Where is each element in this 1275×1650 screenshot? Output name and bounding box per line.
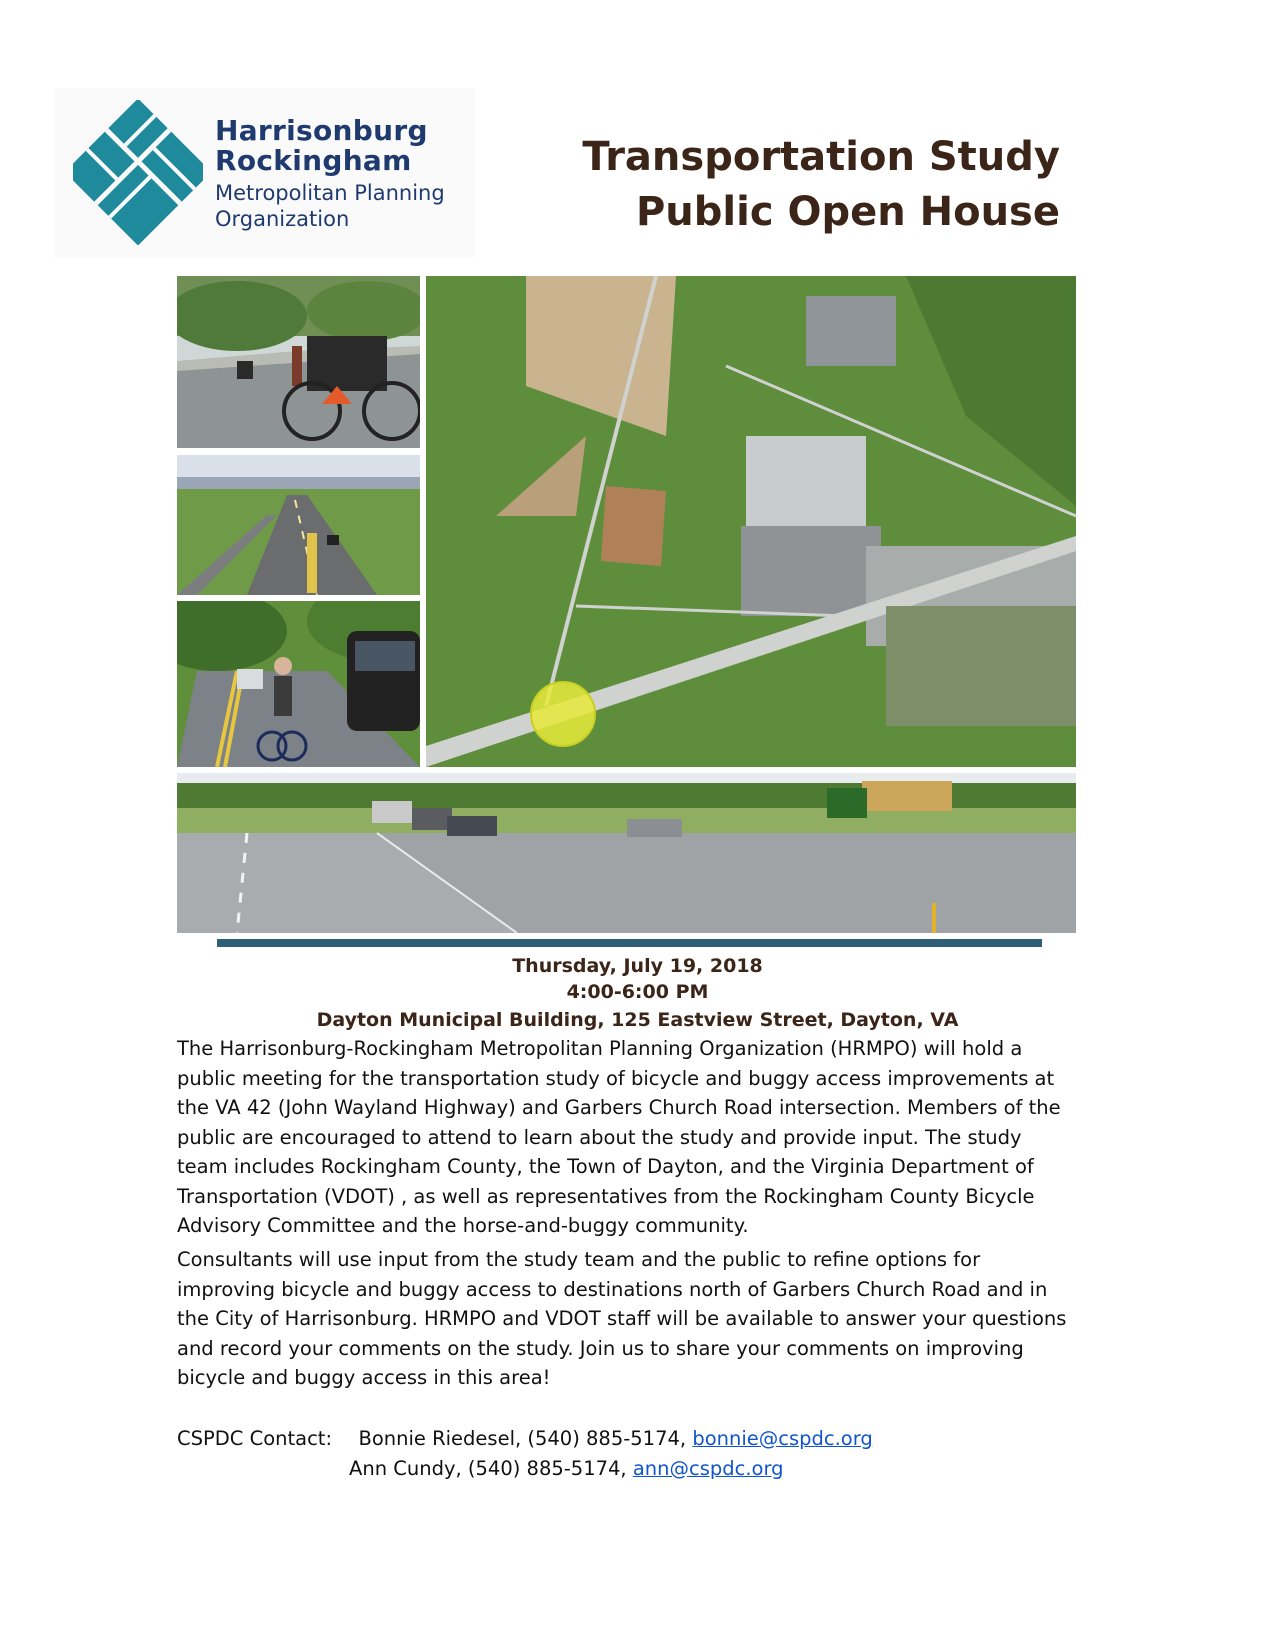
section-divider [217,939,1042,947]
contact-label: CSPDC Contact: [177,1427,333,1450]
email-link-ann[interactable]: ann@cspdc.org [632,1457,784,1480]
contact-person-2: Ann Cundy, (540) 885-5174, [349,1457,627,1480]
page-title [540,130,1060,240]
mpo-logo [55,88,475,258]
contact-person-1: Bonnie Riedesel, (540) 885-5174, [358,1427,687,1450]
contact-line-2 [349,1454,784,1484]
email-link-bonnie[interactable]: bonnie@cspdc.org [692,1427,873,1450]
logo-line-rockingham: Rockingham [215,144,412,177]
event-time: 4:00-6:00 PM [566,981,709,1003]
photo-horse-buggy [177,276,420,448]
photo-intersection [177,773,1076,933]
body-paragraph-1: The Harrisonburg-Rockingham Metropolitan Planning Organization (HRMPO) will hold a public meeting for the transportation study of bicycle and buggy access improvements at the VA 42 (John Wayland Highway) and Garbers Church Road intersection. Members of the public are encouraged to attend to learn about the study and provide input. The study team includes Rockingham County, the Town of Dayton, and the Virginia Department of Transportation (VDOT) , as well as representatives from the Rockingham County Bicycle Advisory Committee and the horse-and-buggy community. [177,1037,1061,1237]
photo-cyclist [177,601,420,767]
logo-line-harrisonburg: Harrisonburg [215,114,428,147]
title-line-2: Public Open House [635,189,1060,235]
logo-text [215,116,445,232]
aerial-map-image [426,276,1076,767]
photo-highway [177,455,420,595]
event-date: Thursday, July 19, 2018 [512,955,763,977]
title-line-1: Transportation Study [582,134,1060,180]
body-paragraph-2: Consultants will use input from the study team and the public to refine options for improving bicycle and buggy access to destinations north of Garbers Church Road and in the City of Harrisonburg. HRMPO and VDOT staff will be available to answer your questions and record your comments on the study. Join us to share your comments on improving bicycle and buggy access in this area! [177,1248,1067,1389]
contact-line-1 [177,1424,873,1454]
logo-line-organization: Organization [215,207,350,231]
mpo-logo-mark-icon [73,100,203,245]
logo-line-mpo: Metropolitan Planning [215,181,445,205]
event-location: Dayton Municipal Building, 125 Eastview Street, Dayton, VA [316,1009,959,1031]
